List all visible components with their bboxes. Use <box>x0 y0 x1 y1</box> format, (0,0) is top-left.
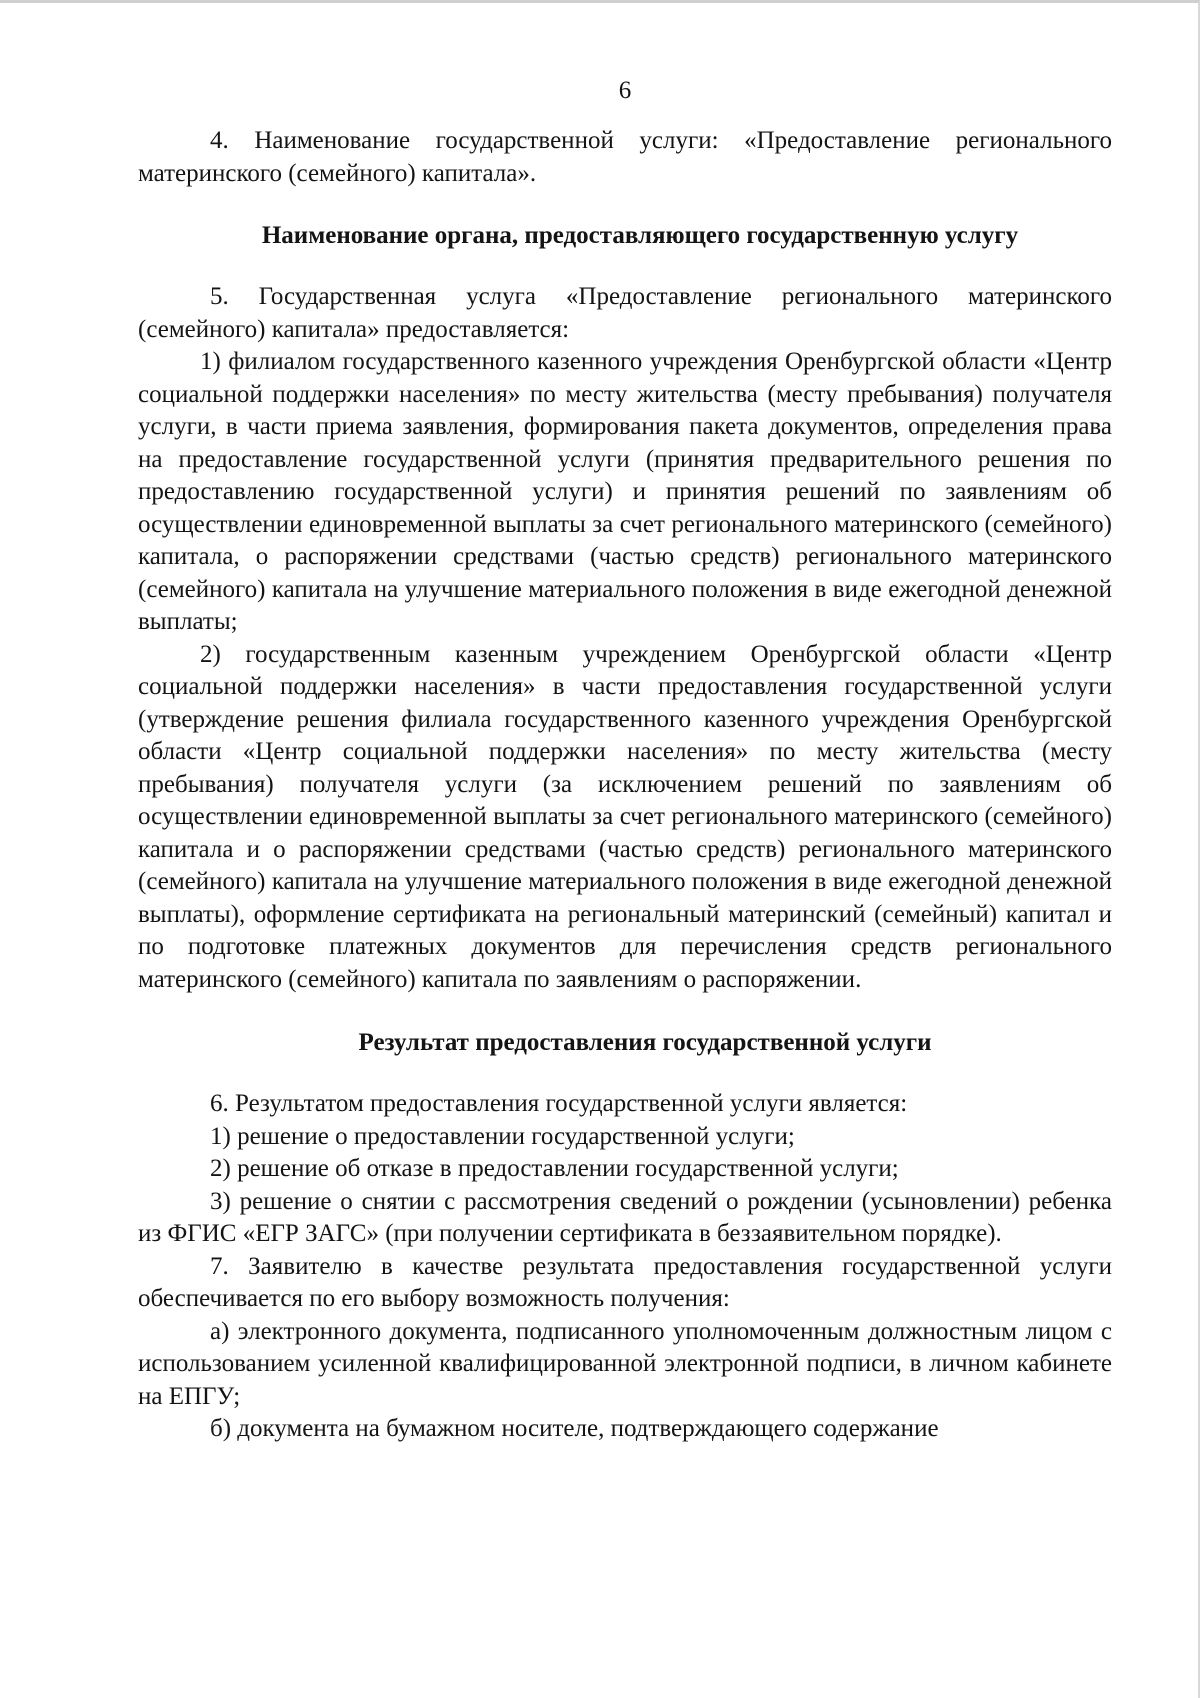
paragraph-6-item-2: 2) решение об отказе в предоставлении государственной услуги; <box>210 1155 899 1182</box>
paragraph-7-item-a: а) электронного документа, подписанного уполномоченным должностным лицом с использованием усиленной квалифицированной электронной подписи, в личном кабинете на ЕПГУ; <box>138 1317 1112 1410</box>
page-number: 6 <box>618 77 632 104</box>
paragraph-4: 4. Наименование государственной услуги: «Предоставление регионального материнского (семейного) капитала». <box>138 127 1112 187</box>
section-heading-authority: Наименование органа, предоставляющего государственную услугу <box>261 222 1019 249</box>
paragraph-6-item-1: 1) решение о предоставлении государственной услуги; <box>210 1122 795 1150</box>
paragraph-7: 7. Заявителю в качестве результата предоставления государственной услуги обеспечивается по его выбору возможность получения: <box>138 1252 1112 1312</box>
paragraph-7-item-b: б) документа на бумажном носителе, подтверждающего содержание <box>210 1415 939 1442</box>
paragraph-6: 6. Результатом предоставления государственной услуги является: <box>210 1090 908 1117</box>
document-content <box>138 75 1112 1446</box>
section-heading-result: Результат предоставления государственной услуги <box>358 1029 932 1056</box>
paragraph-5: 5. Государственная услуга «Предоставление регионального материнского (семейного) капитала» предоставляется: <box>138 283 1112 343</box>
paragraph-6-item-3: 3) решение о снятии с рассмотрения сведений о рождении (усыновлении) ребенка из ФГИС «ЕГР ЗАГС» (при получении сертификата в беззаявительном порядке). <box>138 1187 1112 1247</box>
paragraph-5-item-2: 2) государственным казенным учреждением Оренбургской области «Центр социальной поддержки населения» в части предоставления государственной услуги (утверждение решения филиала государственного казенного учреждения Оренбургской области «Центр социальной поддержки населения» по месту жительства (месту пребывания) получателя услуги (за исключением решений по заявлениям об осуществлении единовременной выплаты за счет регионального материнского (семейного) капитала и о распоряжении средствами (частью средств) регионального материнского (семейного) капитала на улучшение материального положения в виде ежегодной денежной выплаты), оформление сертификата на региональный материнский (семейный) капитал и по подготовке платежных документов для перечисления средств регионального материнского (семейного) капитала по заявлениям о распоряжении. <box>138 640 1112 993</box>
paragraph-5-item-1: 1) филиалом государственного казенного учреждения Оренбургской области «Центр социальной поддержки населения» по месту жительства (месту пребывания) получателя услуги, в части приема заявления, формирования пакета документов, определения права на предоставление государственной услуги (принятия предварительного решения по предоставлению государственной услуги) и принятия решений по заявлениям об осуществлении единовременной выплаты за счет регионального материнского (семейного) капитала, о распоряжении средствами (частью средств) регионального материнского (семейного) капитала на улучшение материального положения в виде ежегодной денежной выплаты; <box>138 348 1112 635</box>
